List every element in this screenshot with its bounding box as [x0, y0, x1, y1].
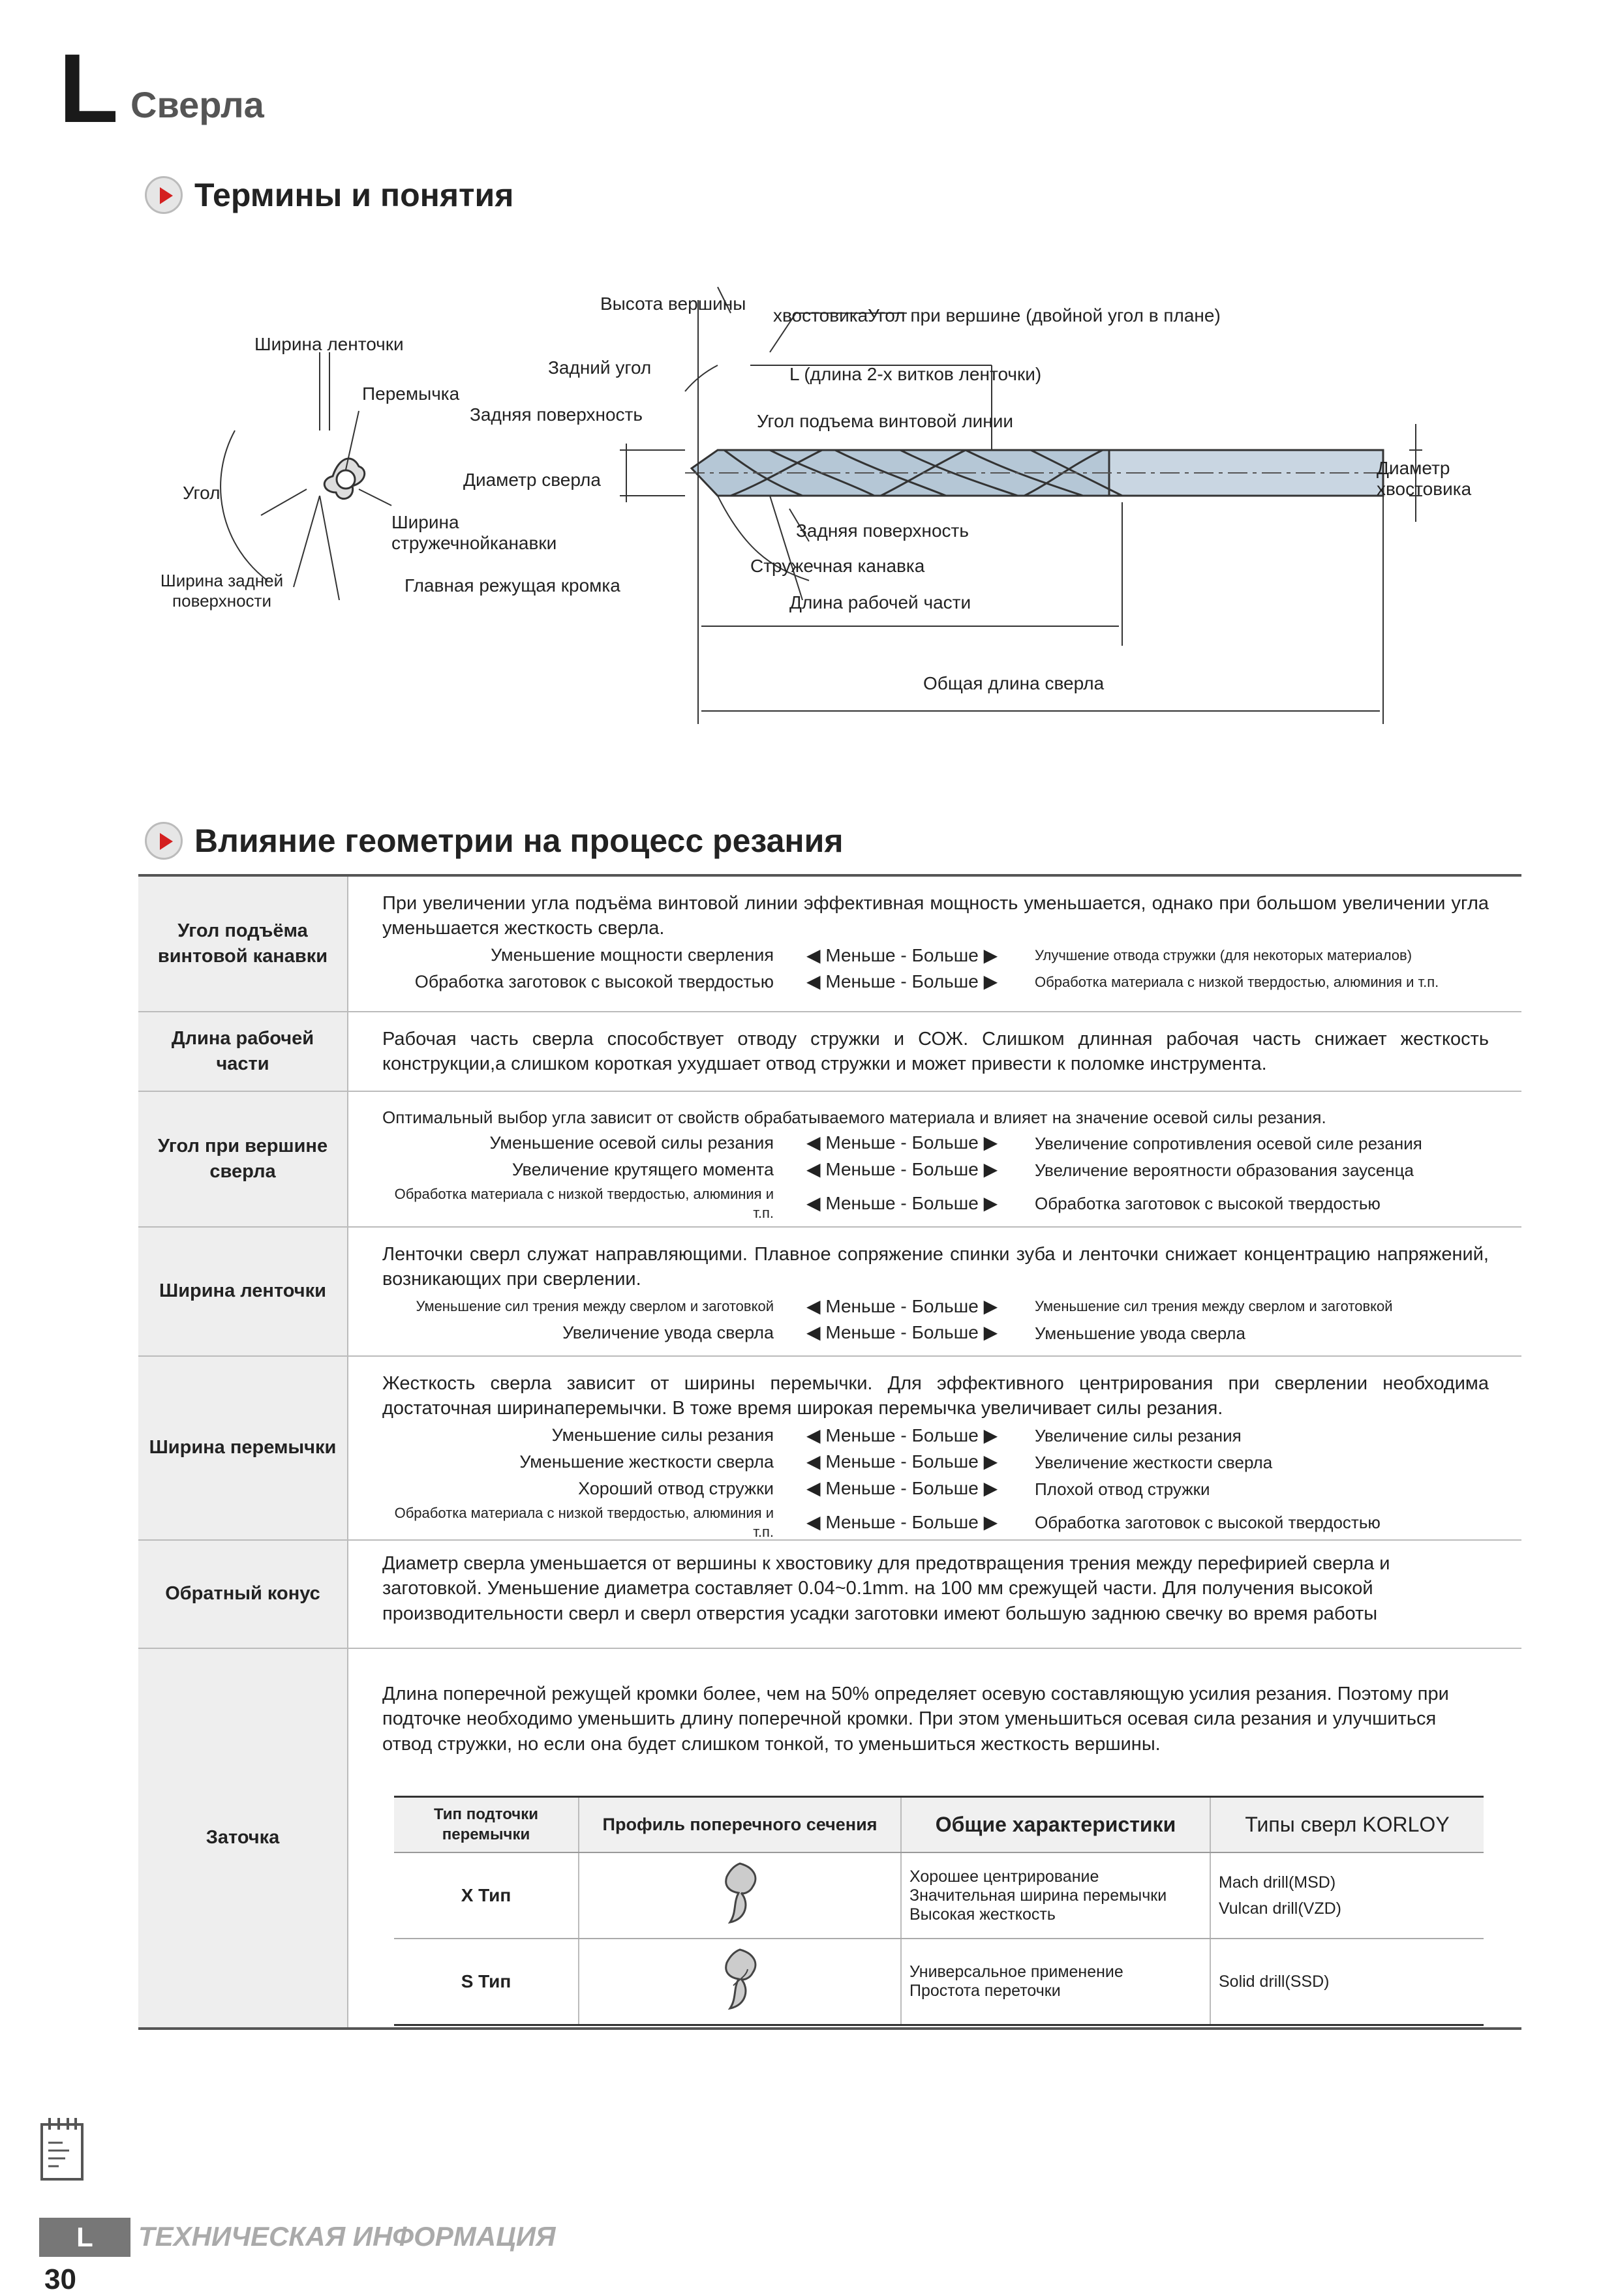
table-row: X Тип Хорошее центрирование Значительная ширина перемычки Высокая жесткость Mach drill(MSD) Vulcan drill(VZD) — [394, 1852, 1484, 1939]
label-flute: Стружечная канавка — [750, 556, 925, 576]
row-content — [348, 1228, 1521, 1355]
table-row — [138, 1228, 1521, 1357]
footer-section-name: ТЕХНИЧЕСКАЯ ИНФОРМАЦИЯ — [138, 2221, 556, 2252]
row-category: Угол при вершине сверла — [138, 1092, 348, 1226]
relation-line: Увеличение крутящего момента ◀ Меньше - Больше ▶ Увеличение вероятности образования заусенца — [511, 1159, 1414, 1180]
label-margin-width: Ширина ленточки — [254, 334, 404, 354]
label-flank-2: Задняя поверхность — [796, 521, 969, 541]
row-content — [348, 1092, 1521, 1226]
table-row — [138, 1357, 1521, 1541]
label-angle: Угол — [183, 483, 221, 503]
label-drill-diameter: Диаметр сверла — [463, 470, 601, 490]
col-header: Общие характеристики — [901, 1796, 1210, 1852]
row-category: Ширина перемычки — [138, 1357, 348, 1539]
row-description: При увеличении угла подъёма винтовой линии эффективная мощность уменьшается, однако при большом увеличении угла уменьшается жесткость сверла. — [382, 893, 1489, 939]
label-web: Перемычка — [362, 384, 460, 404]
section-title-text: Термины и понятия — [194, 177, 514, 213]
geometry-table — [138, 874, 1521, 2030]
row-category: Ширина ленточки — [138, 1228, 348, 1355]
angle-arc — [221, 430, 267, 581]
row-content — [348, 1357, 1521, 1539]
label-flute-length-l: L (длина 2-х витков ленточки) — [789, 364, 1042, 384]
chapter-title: Сверла — [130, 84, 264, 125]
row-content — [348, 1541, 1521, 1648]
label-main-edge: Главная режущая кромка — [404, 575, 620, 596]
col-header: Тип подточки перемычки — [394, 1796, 579, 1852]
label-land-width: Ширина задней поверхности — [160, 571, 284, 611]
relation-line: Обработка материала с низкой твердостью, алюминия и т.п. ◀ Меньше - Больше ▶ Обработка заготовок с высокой твердостью — [394, 1186, 1381, 1222]
row-category: Угол подъёма винтовой канавки — [138, 877, 348, 1011]
row-content — [348, 1649, 1521, 2027]
drill-diagram — [144, 274, 1501, 744]
label-point-angle: хвостовикаУгол при вершине (двойной угол в плане) — [773, 305, 1221, 325]
col-header: Типы сверл KORLOY — [1210, 1796, 1484, 1852]
relation-line: Уменьшение сил трения между сверлом и заготовкой ◀ Меньше - Больше ▶ Уменьшение сил трения между сверлом и заготовкой — [416, 1295, 1393, 1316]
row-description: Диаметр сверла уменьшается от вершины к хвостовику для предотвращения трения между перефирией сверла и заготовкой. Уменьшение диаметра составляет 0.04~0.1mm. на 100 мм срежущей части. Для получения высокой производительности сверл и сверл отверстия усадки заготовки имеют большую заднюю свечку во время работы — [382, 1553, 1390, 1624]
section-title-terms — [145, 176, 513, 214]
page-number: 30 — [44, 2263, 76, 2295]
relation-line: Уменьшение осевой силы резания ◀ Меньше - Больше ▶ Увеличение сопротивления осевой силе резания — [489, 1132, 1422, 1153]
row-content — [348, 877, 1521, 1011]
relation-line: Уменьшение мощности сверления ◀ Меньше - Больше ▶ Улучшение отвода стружки (для некоторых материалов) — [491, 944, 1412, 965]
table-row — [138, 1541, 1521, 1649]
row-category: Длина рабочей части — [138, 1012, 348, 1091]
section-title-geometry — [145, 822, 844, 860]
label-flute-width: Ширина стружечнойканавки — [391, 512, 557, 553]
drill-end-view — [324, 459, 364, 499]
row-content — [348, 1012, 1521, 1091]
relation-line: Увеличение увода сверла ◀ Меньше - Больше ▶ Уменьшение увода сверла — [562, 1322, 1245, 1343]
relation-line: Обработка заготовок с высокой твердостью ◀ Меньше - Больше ▶ Обработка материала с низкой твердостью, алюминия и т.п. — [414, 971, 1439, 992]
row-description: Рабочая часть сверла способствует отводу стружки и СОЖ. Слишком длинная рабочая часть снижает жесткость конструкции,а слишком короткая ухудшает отвод стружки и может привести к поломке инструмента. — [382, 1029, 1489, 1075]
label-shank-diameter: Диаметр хвостовика — [1377, 458, 1472, 499]
relation-line: Обработка материала с низкой твердостью, алюминия и т.п. ◀ Меньше - Больше ▶ Обработка заготовок с высокой твердостью — [394, 1505, 1381, 1541]
row-description: Жесткость сверла зависит от ширины перемычки. Для эффективного центрирования при сверлении необходима достаточная ширинаперемычки. В тоже время широкая перемычка увеличивает силы резания. — [382, 1373, 1489, 1419]
row-description: Оптимальный выбор угла зависит от свойств обрабатываемого материала и влияет на значение осевой силы резания. — [382, 1108, 1326, 1127]
notebook-icon — [39, 2117, 85, 2182]
table-row — [138, 1012, 1521, 1092]
row-description: Ленточки сверл служат направляющими. Плавное сопряжение спинки зуба и ленточки снижает концентрацию напряжений, возникающих при сверлении. — [382, 1244, 1489, 1290]
play-icon — [145, 176, 183, 214]
sharpening-table — [394, 1796, 1484, 2026]
row-category: Обратный конус — [138, 1541, 348, 1648]
table-row — [138, 877, 1521, 1012]
x-type-profile-icon — [714, 1860, 766, 1926]
row-category: Заточка — [138, 1649, 348, 2027]
relation-line: Хороший отвод стружки ◀ Меньше - Больше ▶ Плохой отвод стружки — [578, 1478, 1210, 1499]
label-flank: Задняя поверхность — [470, 404, 643, 425]
relation-line: Уменьшение силы резания ◀ Меньше - Больше ▶ Увеличение силы резания — [551, 1425, 1242, 1445]
label-body-length: Длина рабочей части — [789, 592, 971, 612]
label-overall-length: Общая длина сверла — [923, 673, 1105, 693]
label-clearance-angle: Задний угол — [548, 357, 652, 378]
table-row: S Тип Универсальное применение Простота переточки Solid drill(SSD) — [394, 1939, 1484, 2025]
label-helix-angle: Угол подъема винтовой линии — [757, 411, 1014, 431]
label-tip-height: Высота вершины — [600, 294, 746, 314]
footer-letter: L — [39, 2218, 130, 2257]
col-header: Профиль поперечного сечения — [579, 1796, 901, 1852]
table-row — [138, 1092, 1521, 1228]
play-icon — [145, 822, 183, 860]
row-description: Длина поперечной режущей кромки более, чем на 50% определяет осевую составляющую усилия резания. Поэтому при подточке необходимо уменьшить длину поперечной кромки. При этом уменьшиться осевая сила резания и улучшиться отвод стружки, но если она будет слишком тонкой, то уменьшиться жесткость вершины. — [382, 1684, 1449, 1755]
section-title-text: Влияние геометрии на процесс резания — [194, 823, 844, 859]
drill-side-view — [685, 450, 1396, 496]
relation-line: Уменьшение жесткости сверла ◀ Меньше - Больше ▶ Увеличение жесткости сверла — [519, 1451, 1273, 1472]
table-row — [138, 1649, 1521, 2027]
s-type-profile-icon — [714, 1946, 766, 2012]
chapter-letter: L — [59, 33, 119, 143]
